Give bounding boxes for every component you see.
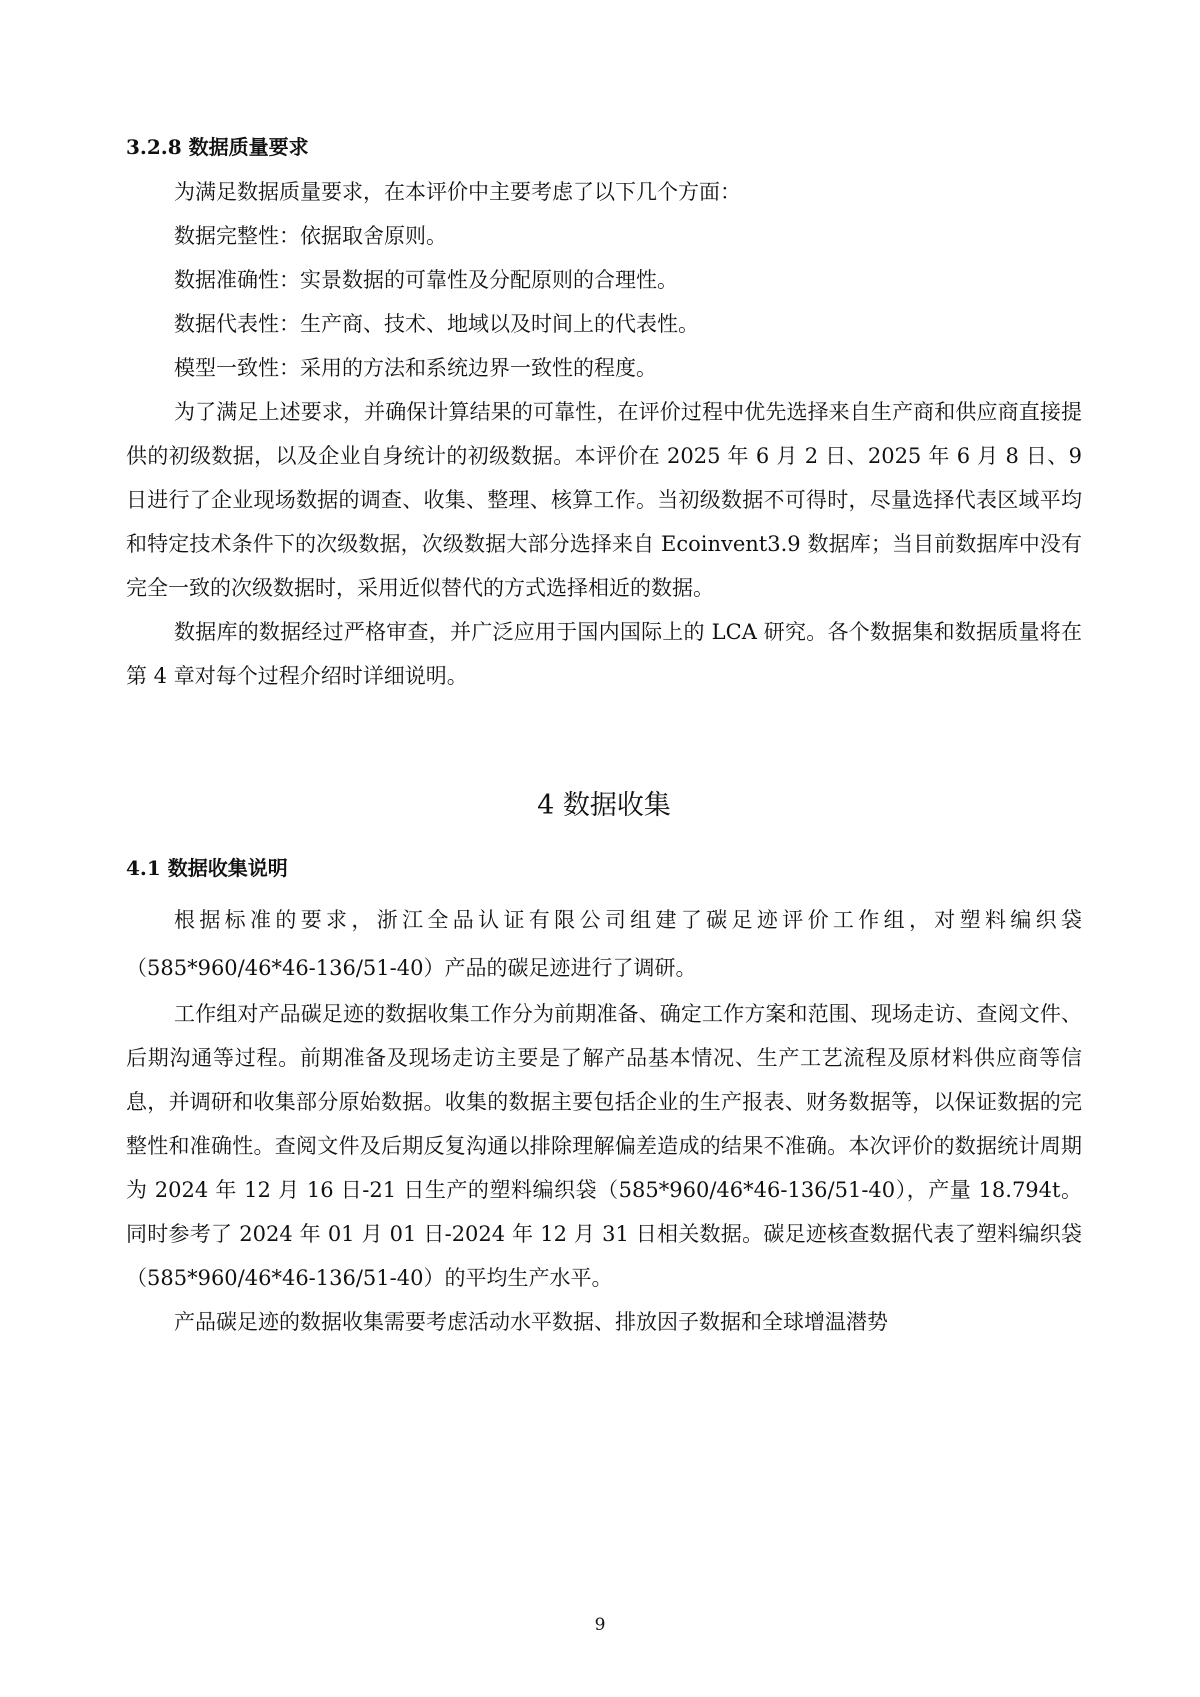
paragraph-data-sources: 为了满足上述要求，并确保计算结果的可靠性，在评价过程中优先选择来自生产商和供应商直接提供的初级数据，以及企业自身统计的初级数据。本评价在 2025 年 6 月 2 日、2025 年 6 月 8 日、9 日进行了企业现场数据的调查、收集、整理、核算工作。当初级数据不可得时，尽量选择代表区域平均和特定技术条件下的次级数据，次级数据大部分选择来自 Ecoinvent3.9 数据库；当目前数据库中没有完全一致的次级数据时，采用近似替代的方式选择相近的数据。 xyxy=(126,400,1082,600)
paragraph-representativeness: 数据代表性：生产商、技术、地域以及时间上的代表性。 xyxy=(174,312,699,336)
chapter-title: 4 数据收集 xyxy=(537,790,671,821)
section-heading-4-1: 4.1 数据收集说明 xyxy=(126,856,288,880)
paragraph-working-group: 根据标准的要求，浙江全品认证有限公司组建了碳足迹评价工作组，对塑料编织袋（585*960/46*46-136/51-40）产品的碳足迹进行了调研。 xyxy=(126,908,1082,980)
page-number: 9 xyxy=(594,1615,606,1635)
paragraph-accuracy: 数据准确性：实景数据的可靠性及分配原则的合理性。 xyxy=(174,268,678,292)
page-content xyxy=(126,127,1082,1344)
paragraph-intro: 为满足数据质量要求，在本评价中主要考虑了以下几个方面： xyxy=(174,180,741,204)
paragraph-completeness: 数据完整性：依据取舍原则。 xyxy=(174,224,447,248)
paragraph-collection-process: 工作组对产品碳足迹的数据收集工作分为前期准备、确定工作方案和范围、现场走访、查阅文件、后期沟通等过程。前期准备及现场走访主要是了解产品基本情况、生产工艺流程及原材料供应商等信息，并调研和收集部分原始数据。收集的数据主要包括企业的生产报表、财务数据等，以保证数据的完整性和准确性。查阅文件及后期反复沟通以排除理解偏差造成的结果不准确。本次评价的数据统计周期为 2024 年 12 月 16 日-21 日生产的塑料编织袋（585*960/46*46-136/51-40），产量 18.794t。同时参考了 2024 年 01 月 01 日-2024 年 12 月 31 日相关数据。碳足迹核查数据代表了塑料编织袋（585*960/46*46-136/51-40）的平均生产水平。 xyxy=(126,1002,1082,1290)
paragraph-collection-requirements: 产品碳足迹的数据收集需要考虑活动水平数据、排放因子数据和全球增温潜势 xyxy=(174,1310,888,1334)
paragraph-consistency: 模型一致性：采用的方法和系统边界一致性的程度。 xyxy=(174,356,657,380)
section-heading-3-2-8: 3.2.8 数据质量要求 xyxy=(126,135,309,159)
paragraph-database-review: 数据库的数据经过严格审查，并广泛应用于国内国际上的 LCA 研究。各个数据集和数据质量将在第 4 章对每个过程介绍时详细说明。 xyxy=(126,620,1082,688)
